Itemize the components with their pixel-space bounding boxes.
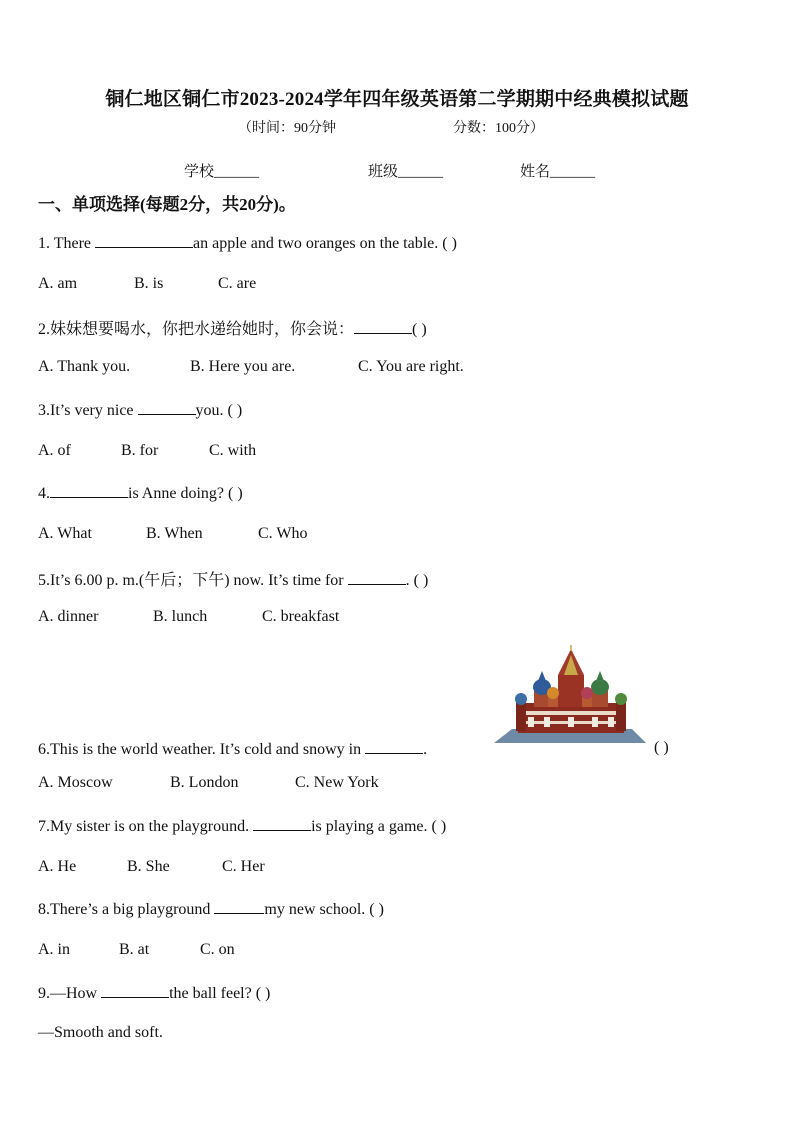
q5-option-c[interactable]: C. breakfast [262,608,340,625]
q6-option-a[interactable]: A. Moscow [38,774,113,791]
answer-blank[interactable] [95,233,193,248]
question-4: 4. is Anne doing? ( ) [38,485,243,502]
answer-blank[interactable] [138,400,196,415]
q5-option-a[interactable]: A. dinner [38,608,99,625]
question-6: 6.This is the world weather. It’s cold and snowy in . [38,741,428,758]
q3-option-b[interactable]: B. for [121,442,159,459]
answer-blank[interactable] [253,816,311,831]
q2-option-a[interactable]: A. Thank you. [38,358,131,375]
answer-blank[interactable] [214,899,264,914]
q8-option-c[interactable]: C. on [200,941,235,958]
q7-option-a[interactable]: A. He [38,858,77,875]
q2-option-b[interactable]: B. Here you are. [190,358,296,375]
q1-option-b[interactable]: B. is [134,275,164,292]
q7-option-b[interactable]: B. She [127,858,170,875]
question-3: 3.It’s very nice you. ( ) [38,402,243,419]
page-title: 铜仁地区铜仁市2023-2024学年四年级英语第二学期期中经典模拟试题 [105,89,689,110]
answer-blank[interactable] [354,319,412,334]
school-field[interactable]: 学校______ [184,164,260,180]
answer-blank[interactable] [50,483,128,498]
question-9: 9.—How the ball feel? ( ) [38,985,271,1002]
answer-blank[interactable] [101,983,169,998]
question-1: 1. There an apple and two oranges on the table. ( ) [38,235,457,252]
q3-option-c[interactable]: C. with [209,442,257,459]
q7-option-c[interactable]: C. Her [222,858,265,875]
q8-option-b[interactable]: B. at [119,941,150,958]
q3-option-a[interactable]: A. of [38,442,71,459]
q6-option-b[interactable]: B. London [170,774,239,791]
q6-answer-paren[interactable]: ( ) [654,739,669,756]
q8-option-a[interactable]: A. in [38,941,70,958]
q5-option-b[interactable]: B. lunch [153,608,208,625]
q9-answer-line: —Smooth and soft. [38,1024,163,1041]
moscow-cathedral-illustration [494,645,646,745]
q2-option-c[interactable]: C. You are right. [358,358,464,375]
question-8: 8.There’s a big playground my new school. ( ) [38,901,384,918]
q4-option-a[interactable]: A. What [38,525,92,542]
class-field[interactable]: 班级______ [368,164,444,180]
q6-option-c[interactable]: C. New York [295,774,379,791]
exam-score: 分数：100分） [453,121,544,136]
name-field[interactable]: 姓名______ [520,164,596,180]
answer-blank[interactable] [365,739,423,754]
q1-option-a[interactable]: A. am [38,275,78,292]
question-7: 7.My sister is on the playground. is playing a game. ( ) [38,818,447,835]
question-2: 2.妹妹想要喝水，你把水递给她时，你会说： ( ) [38,321,427,338]
section-heading: 一、单项选择(每题2分，共20分)。 [38,195,296,214]
q4-option-b[interactable]: B. When [146,525,203,542]
question-5: 5.It’s 6.00 p. m.(午后；下午) now. It’s time for . ( ) [38,572,429,589]
answer-blank[interactable] [348,570,406,585]
exam-time: （时间：90分钟 [238,121,336,136]
q1-option-c[interactable]: C. are [218,275,257,292]
q4-option-c[interactable]: C. Who [258,525,308,542]
